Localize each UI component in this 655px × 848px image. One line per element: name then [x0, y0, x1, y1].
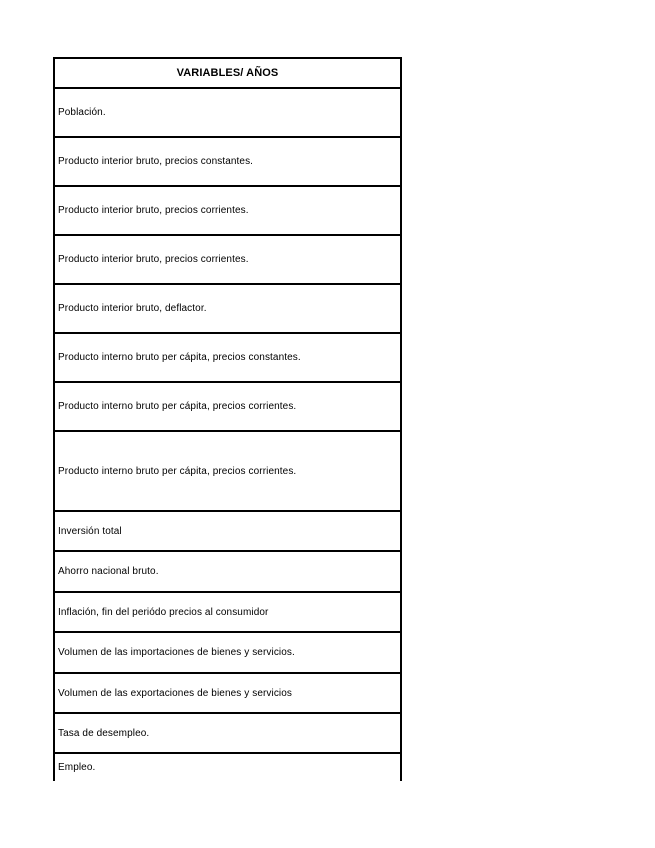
row-label: Ahorro nacional bruto.	[58, 566, 159, 577]
row-label: Volumen de las importaciones de bienes y servicios.	[58, 647, 295, 658]
table-row	[55, 512, 400, 552]
row-label: Inversión total	[58, 525, 122, 537]
table-row	[55, 334, 400, 383]
header-label: VARIABLES/ AÑOS	[176, 67, 279, 79]
table-row	[55, 552, 400, 593]
table-row	[55, 138, 400, 187]
table-row	[55, 383, 400, 432]
table-row	[55, 754, 400, 781]
row-label: Empleo.	[58, 762, 96, 773]
row-label: Producto interior bruto, deflactor.	[58, 303, 207, 314]
row-label: Producto interno bruto per cápita, precios corrientes.	[58, 401, 297, 412]
table-row	[55, 714, 400, 754]
table-row	[55, 236, 400, 285]
table-header	[55, 59, 400, 89]
table-row	[55, 285, 400, 334]
variables-table	[53, 57, 402, 781]
table-row	[55, 674, 400, 714]
row-label: Tasa de desempleo.	[58, 727, 150, 739]
table-row	[55, 89, 400, 138]
row-label: Volumen de las exportaciones de bienes y servicios	[58, 687, 293, 699]
row-label: Producto interior bruto, precios constantes.	[58, 156, 254, 167]
table-row	[55, 593, 400, 633]
table-row	[55, 633, 400, 674]
row-label: Producto interno bruto per cápita, precios corrientes.	[58, 465, 297, 477]
table-row	[55, 187, 400, 236]
row-label: Población.	[58, 107, 106, 118]
row-label: Producto interior bruto, precios corrientes.	[58, 254, 249, 265]
table-row	[55, 432, 400, 512]
row-label: Inflación, fin del periódo precios al consumidor	[58, 606, 269, 618]
row-label: Producto interior bruto, precios corrientes.	[58, 205, 249, 216]
row-label: Producto interno bruto per cápita, precios constantes.	[58, 352, 301, 363]
